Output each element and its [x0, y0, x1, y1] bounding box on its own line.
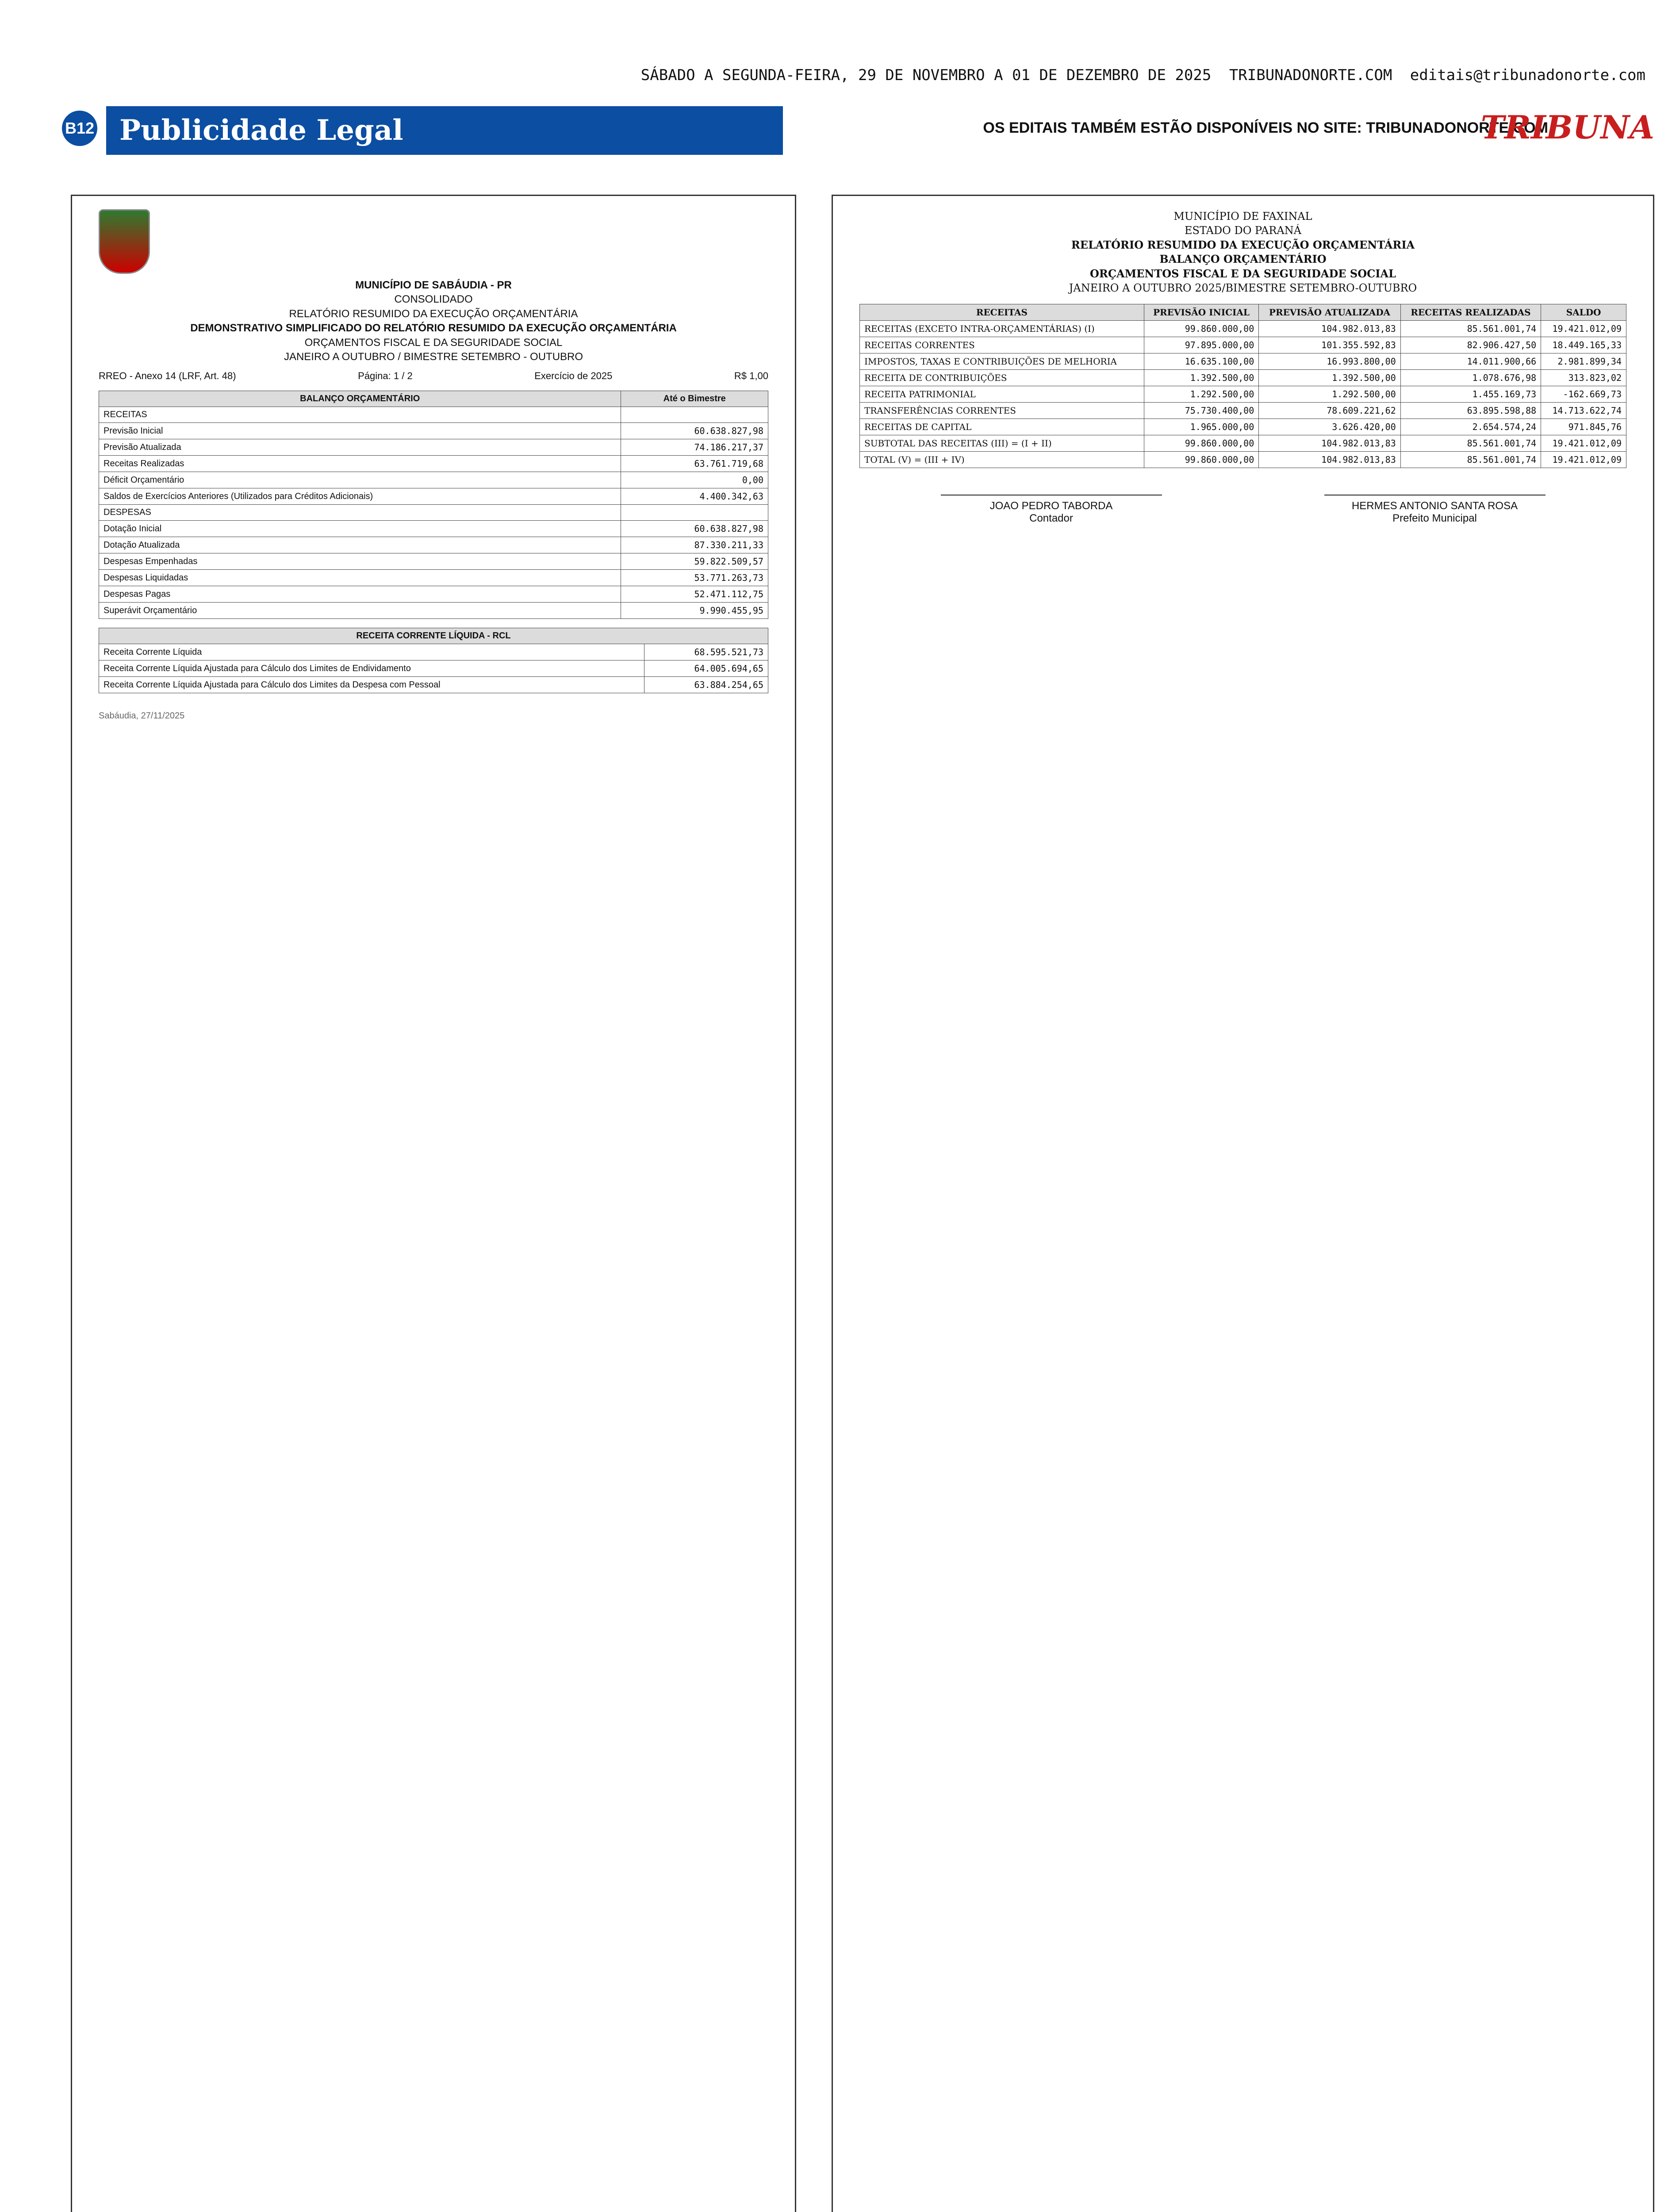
table-header: Até o Bimestre: [621, 391, 768, 407]
right-column-notice: [832, 195, 1654, 2212]
header-line: JANEIRO A OUTUBRO 2025/BIMESTRE SETEMBRO-OUTUBRO: [1069, 281, 1417, 294]
signature-name: JOAO PEDRO TABORDA: [989, 500, 1113, 512]
row-label: Superávit Orçamentário: [99, 603, 621, 619]
table-row: [860, 419, 1626, 435]
row-value: 19.421.012,09: [1541, 435, 1626, 452]
footer-date: 27/11/2025: [141, 711, 185, 721]
row-value: 85.561.001,74: [1400, 435, 1541, 452]
row-value: 3.626.420,00: [1259, 419, 1401, 435]
row-value: 85.561.001,74: [1400, 452, 1541, 468]
row-value: [621, 505, 768, 521]
table-row: [99, 537, 768, 553]
row-label: Despesas Liquidadas: [99, 570, 621, 586]
row-value: 19.421.012,09: [1541, 452, 1626, 468]
row-label: Previsão Inicial: [99, 423, 621, 439]
header-line: MUNICÍPIO DE FAXINAL: [1173, 210, 1312, 223]
report-header: [859, 209, 1626, 295]
row-value: 68.595.521,73: [644, 644, 768, 661]
municipal-crest-icon: [99, 209, 150, 274]
table-row: [860, 321, 1626, 337]
row-value: 99.860.000,00: [1144, 435, 1258, 452]
section-header: [62, 106, 1654, 155]
table-header: BALANÇO ORÇAMENTÁRIO: [99, 391, 621, 407]
header-line: CONSOLIDADO: [394, 293, 473, 306]
row-value: 87.330.211,33: [621, 537, 768, 553]
table-row: [99, 553, 768, 570]
table-row: [860, 452, 1626, 468]
row-value: 313.823,02: [1541, 370, 1626, 386]
header-line: JANEIRO A OUTUBRO / BIMESTRE SETEMBRO - OUTUBRO: [284, 350, 583, 363]
row-value: 52.471.112,75: [621, 586, 768, 603]
row-value: 74.186.217,37: [621, 439, 768, 456]
row-value: 1.292.500,00: [1259, 386, 1401, 403]
revenue-table: [859, 304, 1626, 468]
table-header: RECEITA CORRENTE LÍQUIDA - RCL: [99, 628, 768, 644]
row-value: 60.638.827,98: [621, 521, 768, 537]
row-value: 16.635.100,00: [1144, 353, 1258, 370]
row-value: 9.990.455,95: [621, 603, 768, 619]
row-value: 101.355.592,83: [1259, 337, 1401, 353]
row-value: 104.982.013,83: [1259, 435, 1401, 452]
table-row: [860, 353, 1626, 370]
row-value: 16.993.800,00: [1259, 353, 1401, 370]
table-row: [860, 370, 1626, 386]
table-row: [99, 423, 768, 439]
table-header: RECEITAS: [860, 304, 1144, 321]
table-row: [99, 439, 768, 456]
section-title: Publicidade Legal: [106, 106, 783, 155]
row-value: 4.400.342,63: [621, 488, 768, 505]
row-value: 971.845,76: [1541, 419, 1626, 435]
row-label: Receita Corrente Líquida: [99, 644, 644, 661]
row-label: Previsão Atualizada: [99, 439, 621, 456]
row-value: 104.982.013,83: [1259, 452, 1401, 468]
row-value: 85.561.001,74: [1400, 321, 1541, 337]
row-label: RECEITA DE CONTRIBUIÇÕES: [860, 370, 1144, 386]
signature-block: [859, 495, 1626, 525]
table-header: RECEITAS REALIZADAS: [1400, 304, 1541, 321]
header-line: BALANÇO ORÇAMENTÁRIO: [1159, 253, 1327, 266]
report-footer: [99, 711, 768, 721]
row-label: IMPOSTOS, TAXAS E CONTRIBUIÇÕES DE MELHORIA: [860, 353, 1144, 370]
table-row: [99, 677, 768, 693]
table-row: [99, 570, 768, 586]
row-label: Despesas Pagas: [99, 586, 621, 603]
row-value: 2.654.574,24: [1400, 419, 1541, 435]
brand-logo: TRIBUNA: [1480, 108, 1654, 146]
row-value: 63.761.719,68: [621, 456, 768, 472]
report-meta: [99, 370, 768, 382]
masthead: [0, 0, 1672, 147]
signature: [1324, 495, 1545, 525]
row-label: RECEITA PATRIMONIAL: [860, 386, 1144, 403]
sabaudia-report: [99, 209, 768, 721]
row-value: [621, 407, 768, 423]
page-label: Página: 1 / 2: [358, 370, 413, 382]
row-value: 1.392.500,00: [1259, 370, 1401, 386]
row-label: TRANSFERÊNCIAS CORRENTES: [860, 403, 1144, 419]
row-value: 18.449.165,33: [1541, 337, 1626, 353]
row-label: SUBTOTAL DAS RECEITAS (III) = (I + II): [860, 435, 1144, 452]
table-row: [99, 586, 768, 603]
row-label: Despesas Empenhadas: [99, 553, 621, 570]
row-value: 1.292.500,00: [1144, 386, 1258, 403]
dateline-text: SÁBADO A SEGUNDA-FEIRA, 29 DE NOVEMBRO A 01 DE DEZEMBRO DE 2025: [640, 66, 1212, 84]
table-row: [99, 505, 768, 521]
table-row: [99, 456, 768, 472]
row-value: 82.906.427,50: [1400, 337, 1541, 353]
table-row: [99, 488, 768, 505]
header-line: MUNICÍPIO DE SABÁUDIA - PR: [355, 279, 512, 291]
row-value: 14.713.622,74: [1541, 403, 1626, 419]
header-line: ORÇAMENTOS FISCAL E DA SEGURIDADE SOCIAL: [1090, 267, 1396, 280]
header-line: ESTADO DO PARANÁ: [1184, 224, 1302, 237]
budget-balance-table: [99, 391, 768, 619]
row-label: RECEITAS DE CAPITAL: [860, 419, 1144, 435]
site-link[interactable]: TRIBUNADONORTE.COM: [1229, 66, 1392, 84]
header-line: RELATÓRIO RESUMIDO DA EXECUÇÃO ORÇAMENTÁRIA: [1071, 238, 1415, 251]
row-value: 59.822.509,57: [621, 553, 768, 570]
table-header: PREVISÃO INICIAL: [1144, 304, 1258, 321]
email-link[interactable]: editais@tribunadonorte.com: [1410, 66, 1645, 84]
row-label: Receita Corrente Líquida Ajustada para Cálculo dos Limites da Despesa com Pessoal: [99, 677, 644, 693]
row-value: 64.005.694,65: [644, 661, 768, 677]
page-number-badge: B12: [62, 111, 97, 146]
table-row: [99, 661, 768, 677]
annex-label: RREO - Anexo 14 (LRF, Art. 48): [99, 370, 236, 382]
row-value: 104.982.013,83: [1259, 321, 1401, 337]
row-label: Dotação Atualizada: [99, 537, 621, 553]
signature-role: Contador: [1029, 512, 1073, 525]
table-row: [860, 435, 1626, 452]
row-value: 63.895.598,88: [1400, 403, 1541, 419]
row-value: 99.860.000,00: [1144, 452, 1258, 468]
header-line: RELATÓRIO RESUMIDO DA EXECUÇÃO ORÇAMENTÁRIA: [289, 307, 578, 320]
row-label: Déficit Orçamentário: [99, 472, 621, 488]
row-value: 1.078.676,98: [1400, 370, 1541, 386]
footer-city: Sabáudia,: [99, 711, 139, 721]
header-line: ORÇAMENTOS FISCAL E DA SEGURIDADE SOCIAL: [304, 336, 563, 349]
signature: [941, 495, 1162, 525]
header-line: DEMONSTRATIVO SIMPLIFICADO DO RELATÓRIO RESUMIDO DA EXECUÇÃO ORÇAMENTÁRIA: [190, 322, 677, 334]
rcl-table: [99, 628, 768, 693]
row-label: Receitas Realizadas: [99, 456, 621, 472]
row-label: TOTAL (V) = (III + IV): [860, 452, 1144, 468]
row-value: 14.011.900,66: [1400, 353, 1541, 370]
faxinal-report: [859, 209, 1626, 525]
row-value: 78.609.221,62: [1259, 403, 1401, 419]
row-value: 60.638.827,98: [621, 423, 768, 439]
table-row: [860, 337, 1626, 353]
table-header: PREVISÃO ATUALIZADA: [1259, 304, 1401, 321]
report-header: [99, 278, 768, 364]
row-value: 1.392.500,00: [1144, 370, 1258, 386]
row-label: Receita Corrente Líquida Ajustada para Cálculo dos Limites de Endividamento: [99, 661, 644, 677]
row-value: 1.455.169,73: [1400, 386, 1541, 403]
signature-role: Prefeito Municipal: [1392, 512, 1477, 525]
row-value: -162.669,73: [1541, 386, 1626, 403]
row-value: 63.884.254,65: [644, 677, 768, 693]
row-label: Dotação Inicial: [99, 521, 621, 537]
row-value: 75.730.400,00: [1144, 403, 1258, 419]
row-value: 1.965.000,00: [1144, 419, 1258, 435]
masthead-dateline: [632, 66, 1645, 84]
table-row: [860, 386, 1626, 403]
table-row: [99, 521, 768, 537]
signature-name: HERMES ANTONIO SANTA ROSA: [1351, 500, 1518, 512]
row-label: Saldos de Exercícios Anteriores (Utilizados para Créditos Adicionais): [99, 488, 621, 505]
row-value: 2.981.899,34: [1541, 353, 1626, 370]
exercise-label: Exercício de 2025: [534, 370, 613, 382]
section-notice: OS EDITAIS TAMBÉM ESTÃO DISPONÍVEIS NO SITE: TRIBUNADONORTE.COM: [983, 119, 1548, 136]
row-label: RECEITAS CORRENTES: [860, 337, 1144, 353]
row-value: 99.860.000,00: [1144, 321, 1258, 337]
row-value: 19.421.012,09: [1541, 321, 1626, 337]
table-row: [99, 603, 768, 619]
table-row: [99, 407, 768, 423]
table-header: SALDO: [1541, 304, 1626, 321]
row-value: 53.771.263,73: [621, 570, 768, 586]
row-value: 97.895.000,00: [1144, 337, 1258, 353]
left-column-notice: [71, 195, 796, 2212]
unit-label: R$ 1,00: [734, 370, 768, 382]
row-label: RECEITAS (EXCETO INTRA-ORÇAMENTÁRIAS) (I): [860, 321, 1144, 337]
table-row: [99, 644, 768, 661]
table-row: [860, 403, 1626, 419]
row-label: RECEITAS: [99, 407, 621, 423]
row-value: 0,00: [621, 472, 768, 488]
table-row: [99, 472, 768, 488]
row-label: DESPESAS: [99, 505, 621, 521]
